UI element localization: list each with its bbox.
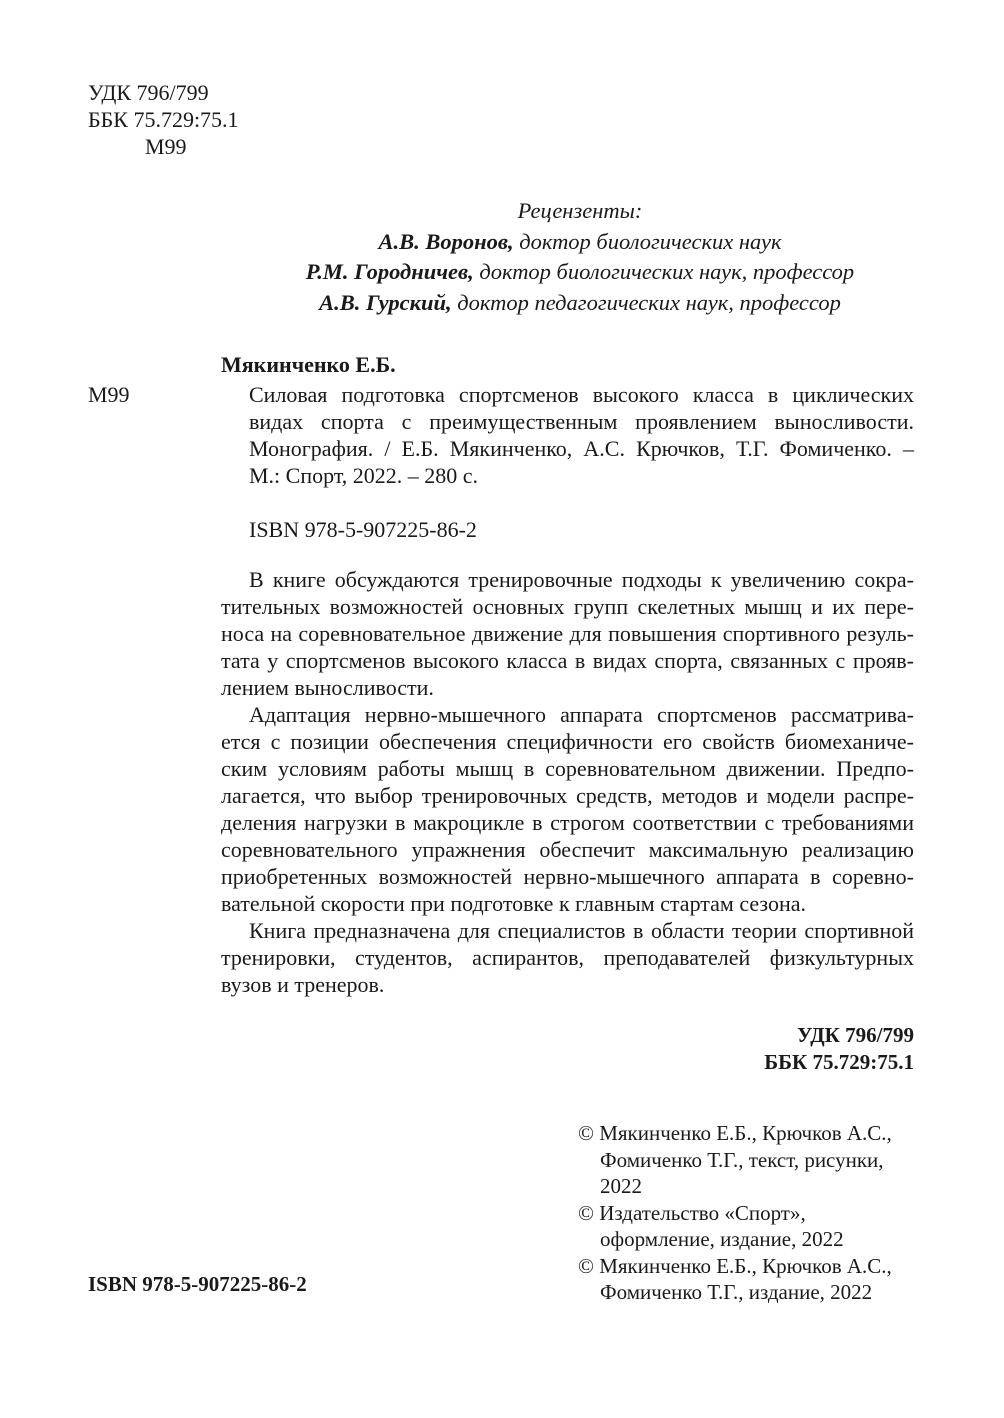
reviewer-name: А.В. Гурский,	[319, 289, 452, 315]
annotation-line: носа на соревновательное движение для повышения спортивного резуль-	[221, 621, 914, 646]
catalog-line: видах спорта с преимущественным проявлением выносливости.	[249, 409, 914, 434]
annotation-paragraph	[221, 566, 914, 701]
catalog-line: М.: Спорт, 2022. – 280 с.	[249, 463, 479, 488]
bbk-code: ББК 75.729:75.1	[88, 107, 239, 132]
annotation-line: тительных возможностей основных групп скелетных мышц и их пере-	[221, 594, 914, 619]
reviewer-title: доктор биологических наук, профессор	[473, 259, 855, 284]
annotation-line: В книге обсуждаются тренировочные подходы к увеличению сокра-	[249, 567, 914, 592]
annotation-line: тренировки, студентов, аспирантов, преподавателей физкультурных	[221, 945, 914, 970]
bbk-code-bottom: ББК 75.729:75.1	[764, 1050, 914, 1074]
catalog-line: Силовая подготовка спортсменов высокого класса в циклических	[249, 382, 914, 407]
copyright-line: оформление, издание, 2022	[600, 1227, 844, 1251]
annotation	[221, 566, 914, 998]
indices-bottom	[764, 1022, 914, 1076]
copyright-item	[578, 1120, 918, 1200]
annotation-line: Книга предназначена для специалистов в области теории спортивной	[249, 918, 914, 943]
copyright-line: 2022	[600, 1174, 642, 1198]
copyright-line: © Мякинченко Е.Б., Крючков А.С.,	[578, 1253, 892, 1278]
reviewers-block	[220, 196, 940, 318]
author-mark: М99	[145, 134, 187, 159]
isbn-bottom: ISBN 978-5-907225-86-2	[88, 1272, 307, 1296]
udk-code-bottom: УДК 796/799	[796, 1023, 914, 1047]
reviewer-title: доктор биологических наук	[513, 228, 782, 254]
catalog-line: Монография. / Е.Б. Мякинченко, А.С. Крючков, Т.Г. Фомиченко. –	[249, 436, 914, 461]
annotation-line: ется с позиции обеспечения специфичности его свойств биомеханиче-	[221, 729, 914, 754]
author-heading: Мякинченко Е.Б.	[221, 352, 396, 377]
annotation-line: деления нагрузки в макроцикле в строгом соответствии с требованиями	[221, 810, 914, 835]
copyright-line: © Мякинченко Е.Б., Крючков А.С.,	[578, 1121, 892, 1145]
reviewers-heading: Рецензенты:	[517, 198, 643, 223]
annotation-line: соревновательного упражнения обеспечит максимальную реализацию	[221, 837, 914, 862]
annotation-paragraph	[221, 917, 914, 998]
catalog-entry	[249, 381, 914, 489]
annotation-line: лением выносливости.	[221, 675, 434, 700]
reviewer-3	[220, 288, 940, 319]
copyright-line: Фомиченко Т.Г., текст, рисунки,	[600, 1147, 884, 1172]
reviewer-name: А.В. Воронов,	[378, 228, 514, 254]
reviewer-2	[220, 257, 940, 288]
annotation-line: тата у спортсменов высокого класса в видах спорта, связанных с прояв-	[221, 648, 914, 673]
copyright-line: © Издательство «Спорт»,	[578, 1200, 806, 1225]
annotation-line: лагается, что выбор тренировочных средств, методов и модели распре-	[221, 783, 914, 808]
annotation-line: ским условиям работы мышц в соревновательном движении. Предпо-	[221, 756, 914, 781]
reviewer-1	[220, 227, 940, 258]
annotation-line: вательной скорости при подготовке к главным стартам сезона.	[221, 891, 807, 916]
copyright-line: Фомиченко Т.Г., издание, 2022	[600, 1280, 873, 1304]
copyright-item	[578, 1200, 918, 1253]
copyright-item	[578, 1253, 918, 1306]
annotation-paragraph	[221, 701, 914, 917]
reviewer-name: Р.М. Городничев,	[305, 259, 474, 284]
udk-code: УДК 796/799	[88, 80, 209, 105]
copyright-block	[578, 1120, 918, 1306]
entry-isbn: ISBN 978-5-907225-86-2	[249, 517, 477, 542]
reviewer-title: доктор педагогических наук, профессор	[451, 289, 841, 315]
entry-author-mark: М99	[88, 382, 130, 407]
annotation-line: вузов и тренеров.	[221, 972, 385, 997]
annotation-line: Адаптация нервно-мышечного аппарата спортсменов рассматрива-	[249, 702, 914, 727]
annotation-line: приобретенных возможностей нервно-мышечного аппарата в соревно-	[221, 864, 914, 889]
classification-block	[88, 79, 239, 160]
